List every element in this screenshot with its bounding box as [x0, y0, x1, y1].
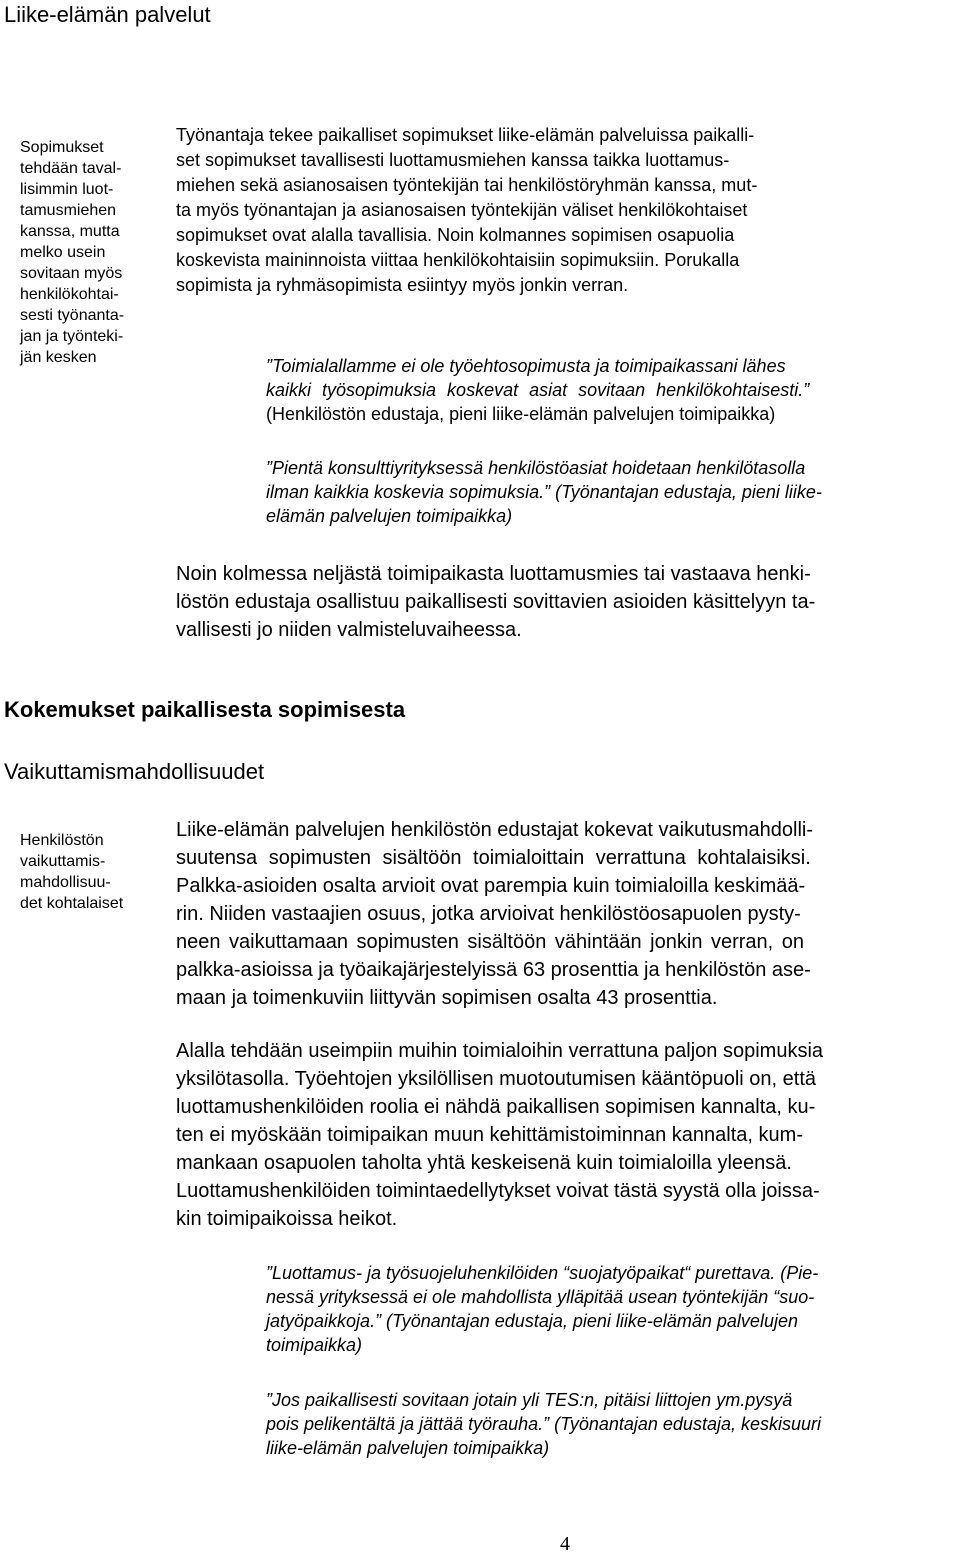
quote-line: jatyöpaikkoja.” (Työnantajan edustaja, pieni liike-elämän palvelujen — [266, 1311, 798, 1331]
quote-attribution: toimipaikka) — [266, 1335, 363, 1355]
paragraph-line: ten ei myöskään toimipaikan muun kehittämistoiminnan kannalta, kum- — [176, 1124, 803, 1146]
quote-line: kaikki työsopimuksia koskevat asiat sovitaan henkilökohtaisesti.” — [266, 380, 810, 400]
margin-note-line: jän kesken — [20, 349, 97, 366]
margin-note-line: melko usein — [20, 244, 106, 261]
margin-note-line: sovitaan myös — [20, 265, 123, 282]
quote-line: nessä yrityksessä ei ole mahdollista ylläpitää usean työntekijän “suo- — [266, 1287, 815, 1307]
paragraph-line: palkka-asioissa ja työaikajärjestelyissä 63 prosenttia ja henkilöstön ase- — [176, 959, 811, 981]
page-number: 4 — [560, 1533, 570, 1555]
quote-line: ”Luottamus- ja työsuojeluhenkilöiden “suojatyöpaikat“ purettava. (Pie- — [266, 1263, 819, 1283]
paragraph-line: neen vaikuttamaan sopimusten sisältöön vähintään jonkin verran, on — [176, 931, 805, 953]
paragraph-line: Liike-elämän palvelujen henkilöstön edustajat kokevat vaikutusmahdolli- — [176, 819, 814, 841]
paragraph-line: yksilötasolla. Työehtojen yksilöllisen muotoutumisen kääntöpuoli on, että — [176, 1068, 816, 1090]
quote-block — [266, 354, 956, 426]
paragraph-line: löstön edustaja osallistuu paikallisesti sovittavien asioiden käsittelyyn ta- — [176, 591, 816, 613]
section-subheading: Vaikuttamismahdollisuudet — [4, 759, 265, 784]
quote-block — [266, 1261, 956, 1357]
margin-note-line: jan ja työnteki- — [20, 328, 124, 345]
margin-note-line: Henkilöstön — [20, 832, 104, 849]
margin-note — [20, 137, 124, 368]
paragraph-participation — [176, 560, 956, 644]
margin-note-line: det kohtalaiset — [20, 895, 124, 912]
quote-attribution: liike-elämän palvelujen toimipaikka) — [266, 1438, 550, 1458]
paragraph-line: ta myös työnantajan ja asianosaisen työntekijän väliset henkilökohtaiset — [176, 200, 748, 220]
paragraph-line: Noin kolmessa neljästä toimipaikasta luottamusmies tai vastaava henki- — [176, 563, 811, 585]
paragraph-line: vallisesti jo niiden valmisteluvaiheessa. — [176, 619, 522, 641]
margin-note-line: kanssa, mutta — [20, 223, 120, 240]
paragraph-line: maan ja toimenkuviin liittyvän sopimisen osalta 43 prosenttia. — [176, 987, 718, 1009]
margin-note-line: henkilökohtai- — [20, 286, 119, 303]
paragraph-line: set sopimukset tavallisesti luottamusmiehen kanssa taikka luottamus- — [176, 150, 730, 170]
quote-block — [266, 1388, 956, 1460]
paragraph-influence — [176, 816, 956, 1012]
section-heading: Kokemukset paikallisesta sopimisesta — [4, 697, 406, 722]
paragraph-line: sopimista ja ryhmäsopimista esiintyy myös jonkin verran. — [176, 275, 629, 295]
paragraph-local-agreements — [176, 123, 956, 298]
paragraph-line: luottamushenkilöiden roolia ei nähdä paikallisen sopimisen kannalta, ku- — [176, 1096, 816, 1118]
paragraph-line: miehen sekä asianosaisen työntekijän tai henkilöstöryhmän kanssa, mut- — [176, 175, 758, 195]
margin-note-line: tamusmiehen — [20, 202, 117, 219]
paragraph-line: mankaan osapuolen taholta yhtä keskeisenä kuin toimialoilla yleensä. — [176, 1152, 792, 1174]
margin-note-line: vaikuttamis- — [20, 853, 106, 870]
quote-line: ilman kaikkia koskevia sopimuksia.” (Työnantajan edustaja, pieni liike- — [266, 482, 822, 502]
quote-line: ”Jos paikallisesti sovitaan jotain yli TES:n, pitäisi liittojen ym.pysyä — [266, 1390, 793, 1410]
margin-note-line: tehdään taval- — [20, 160, 122, 177]
paragraph-line: rin. Niiden vastaajien osuus, jotka arvioivat henkilöstöosapuolen pysty- — [176, 903, 801, 925]
quote-block — [266, 456, 956, 528]
paragraph-line: sopimukset ovat alalla tavallisia. Noin kolmannes sopimisen osapuolia — [176, 225, 735, 245]
paragraph-line: kin toimipaikoissa heikot. — [176, 1208, 398, 1230]
quote-line: ”Pientä konsulttiyrityksessä henkilöstöasiat hoidetaan henkilötasolla — [266, 458, 806, 478]
quote-line: pois pelikentältä ja jättää työrauha.” (Työnantajan edustaja, keskisuuri — [266, 1414, 821, 1434]
paragraph-line: suutensa sopimusten sisältöön toimialoittain verrattuna kohtalaisiksi. — [176, 847, 811, 869]
quote-attribution: (Henkilöstön edustaja, pieni liike-elämän palvelujen toimipaikka) — [266, 404, 776, 424]
margin-note-line: lisimmin luot- — [20, 181, 114, 198]
paragraph-line: Alalla tehdään useimpiin muihin toimialoihin verrattuna paljon sopimuksia — [176, 1040, 824, 1062]
margin-note-line: sesti työnanta- — [20, 307, 125, 324]
paragraph-individual-agreements — [176, 1037, 956, 1233]
margin-note — [20, 830, 123, 914]
margin-note-line: mahdollisuu- — [20, 874, 111, 891]
paragraph-line: Työnantaja tekee paikalliset sopimukset liike-elämän palveluissa paikalli- — [176, 125, 755, 145]
paragraph-line: koskevista maininnoista viittaa henkilökohtaisiin sopimuksiin. Porukalla — [176, 250, 740, 270]
quote-attribution: elämän palvelujen toimipaikka) — [266, 506, 513, 526]
page-header: Liike-elämän palvelut — [4, 2, 211, 27]
margin-note-line: Sopimukset — [20, 139, 104, 156]
quote-line: ”Toimialallamme ei ole työehtosopimusta ja toimipaikassani lähes — [266, 356, 786, 376]
paragraph-line: Palkka-asioiden osalta arvioit ovat parempia kuin toimialoilla keskimää- — [176, 875, 806, 897]
paragraph-line: Luottamushenkilöiden toimintaedellytykset voivat tästä syystä olla joissa- — [176, 1180, 820, 1202]
